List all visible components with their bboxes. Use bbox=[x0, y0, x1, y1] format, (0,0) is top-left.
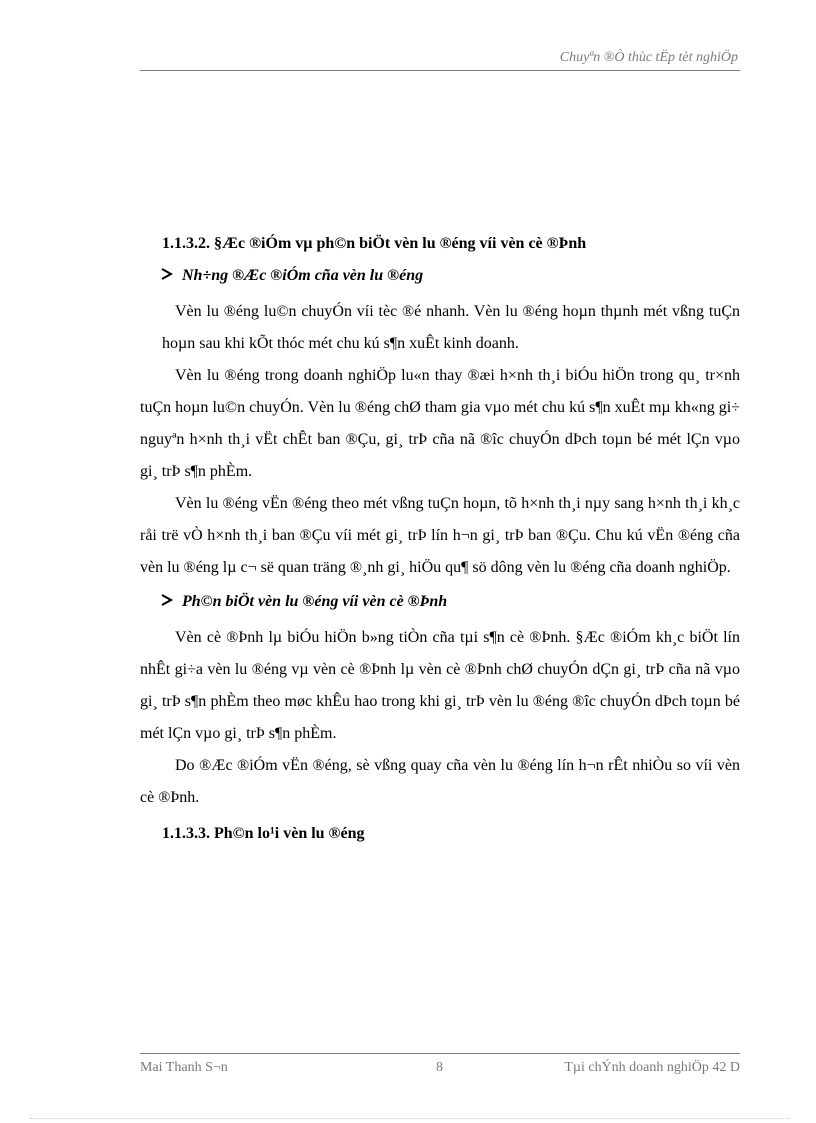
bullet-heading-characteristics bbox=[160, 264, 740, 288]
bullet-heading-comparison bbox=[160, 590, 740, 614]
paragraph: Vèn lu ®éng vËn ®éng theo mét vßng tuÇn hoµn, tõ h×nh th¸i nµy sang h×nh th¸i kh¸c råi trë vÒ h×nh th¸i ban ®Çu víi mét gi¸ trÞ lín h¬n gi¸ trÞ ban ®Çu. Chu kú vËn ®éng cña vèn lu ®éng lµ c¬ së quan träng ®¸nh gi¸ hiÖu qu¶ sö dông vèn lu ®éng cña doanh nghiÖp. bbox=[140, 495, 740, 576]
bullet-heading-label: Ph©n biÖt vèn lu ®éng víi vèn cè ®Þnh bbox=[182, 593, 448, 610]
paragraph: Vèn cè ®Þnh lµ biÓu hiÖn b»ng tiÒn cña tµi s¶n cè ®Þnh. §Æc ®iÓm kh¸c biÖt lín nhÊt gi÷a vèn lu ®éng vµ vèn cè ®Þnh lµ vèn cè ®Þnh chØ chuyÓn dÇn gi¸ trÞ cña nã vµo gi¸ trÞ s¶n phÈm theo møc khÊu hao trong khi gi¸ trÞ vèn lu ®éng ®îc chuyÓn dÞch toµn bé mét lÇn vµo gi¸ trÞ s¶n phÈm. bbox=[140, 629, 740, 742]
section-heading-1-1-3-3: 1.1.3.3. Ph©n lo¹i vèn lu ®éng bbox=[162, 825, 365, 842]
header-title: Chuyªn ®Ò thùc tËp tèt nghiÖp bbox=[559, 50, 738, 65]
paragraph: Vèn lu ®éng trong doanh nghiÖp lu«n thay ®æi h×nh th¸i biÓu hiÖn trong qu¸ tr×nh tuÇn hoµn lu©n chuyÓn. Vèn lu ®éng chØ tham gia vµo mét chu kú s¶n xuÊt mµ kh«ng gi÷ nguyªn h×nh th¸i vËt chÊt ban ®Çu, gi¸ trÞ cña nã ®îc chuyÓn dÞch toµn bé mét lÇn vµo gi¸ trÞ s¶n phÈm. bbox=[140, 367, 740, 480]
section-heading-1-1-3-2: 1.1.3.2. §Æc ®iÓm vµ ph©n biÖt vèn lu ®éng víi vèn cè ®Þnh bbox=[162, 235, 587, 252]
paragraph: Do ®Æc ®iÓm vËn ®éng, sè vßng quay cña vèn lu ®éng lín h¬n rÊt nhiÒu so víi vèn cè ®Þnh. bbox=[140, 757, 740, 806]
paragraph: Vèn lu ®éng lu©n chuyÓn víi tèc ®é nhanh. Vèn lu ®éng hoµn thµnh mét vßng tuÇn hoµn sau khi kÕt thóc mét chu kú s¶n xuÊt kinh doanh. bbox=[162, 303, 740, 352]
arrow-bullet-icon bbox=[160, 264, 182, 288]
arrow-bullet-icon bbox=[160, 590, 182, 614]
footer-author: Mai Thanh S¬n bbox=[140, 1060, 228, 1075]
footer-class: Tµi chÝnh doanh nghiÖp 42 D bbox=[564, 1060, 740, 1075]
page-header bbox=[140, 48, 740, 71]
page-edge-divider bbox=[30, 1118, 790, 1119]
page-footer bbox=[140, 1053, 740, 1084]
document-body bbox=[140, 232, 740, 854]
bullet-heading-label: Nh÷ng ®Æc ®iÓm cña vèn lu ®éng bbox=[182, 267, 424, 284]
footer-page-number: 8 bbox=[436, 1060, 443, 1075]
